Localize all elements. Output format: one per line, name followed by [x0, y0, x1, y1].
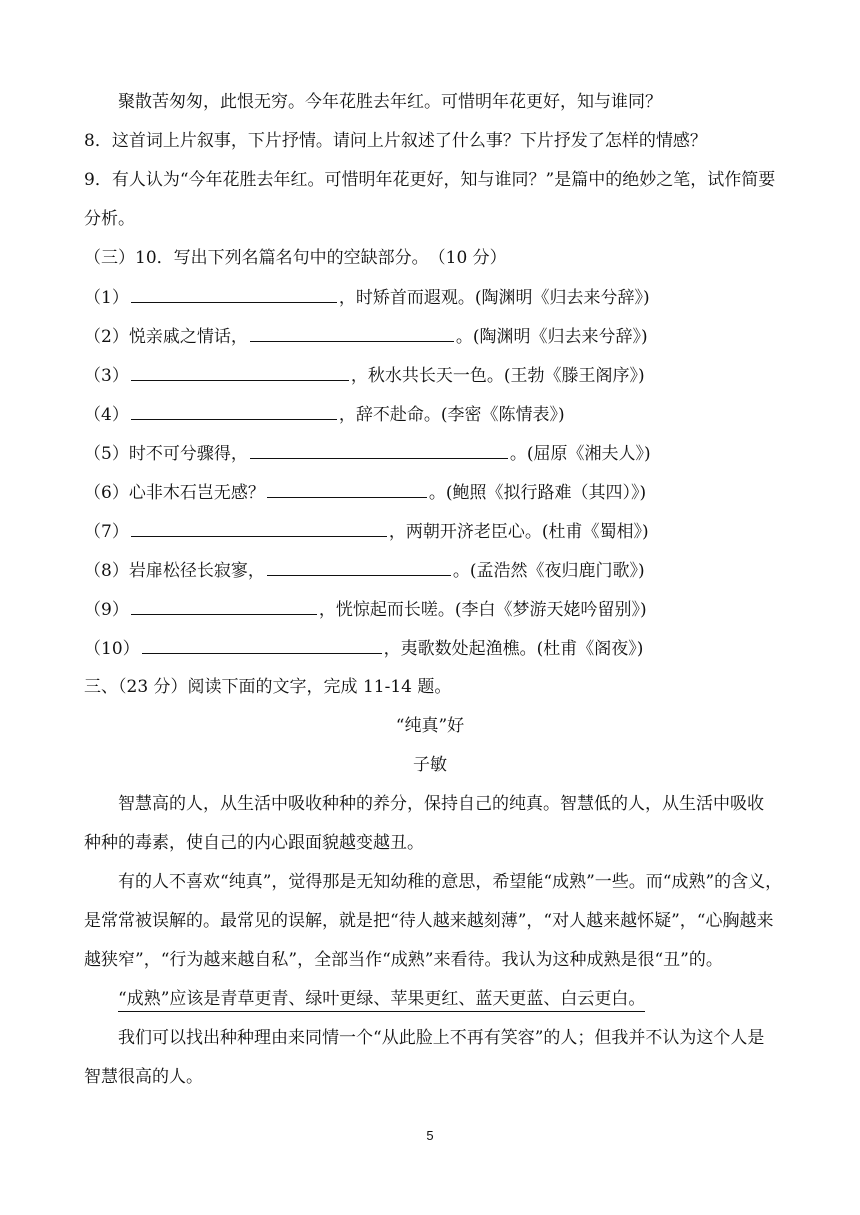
fill-item-9 [0, 597, 860, 622]
answer-blank[interactable] [131, 285, 337, 303]
paragraph-4-line-2: 智慧很高的人。 [84, 1067, 203, 1087]
answer-blank[interactable] [131, 597, 317, 615]
answer-blank[interactable] [131, 402, 337, 420]
fill-item-number: （7） [84, 522, 129, 542]
answer-blank[interactable] [131, 363, 349, 381]
paragraph-2-line-1: 有的人不喜欢“纯真”，觉得那是无知幼稚的意思，希望能“成熟”一些。而“成熟”的含义， [118, 872, 783, 892]
fill-item-source: ，两朝开济老臣心。(杜甫《蜀相》) [388, 522, 649, 542]
question-9-line-2: 分析。 [84, 209, 135, 229]
essay-author: 子敏 [413, 755, 447, 775]
fill-item-prompt: 岩扉松径长寂寥， [128, 561, 265, 581]
fill-item-number: （9） [84, 600, 129, 620]
section-3-title: （三）10．写出下列名篇名句中的空缺部分。 （10 分） [84, 248, 507, 268]
fill-item-number: （2） [84, 327, 129, 347]
fill-item-prompt: 悦亲戚之情话， [128, 327, 248, 347]
fill-item-source: 。(孟浩然《夜归鹿门歌》) [452, 561, 645, 581]
fill-item-number: （4） [84, 405, 129, 425]
fill-item-source: ，恍惊起而长嗟。(李白《梦游天姥吟留别》) [318, 600, 647, 620]
fill-item-1 [0, 285, 860, 310]
fill-item-6 [0, 480, 860, 505]
fill-item-10 [0, 636, 860, 661]
section-3-heading: 三、（23 分）阅读下面的文字，完成 11-14 题。 [84, 677, 452, 697]
essay-title: “纯真”好 [395, 716, 465, 736]
fill-item-number: （6） [84, 483, 129, 503]
paragraph-3 [0, 987, 860, 1011]
paragraph-2-line-2: 是常常被误解的。最常见的误解，就是把“待人越来越刻薄”，“对人越来越怀疑”，“心胸越来 [84, 911, 774, 931]
paragraph-1-line-1: 智慧高的人，从生活中吸收种种的养分，保持自己的纯真。智慧低的人，从生活中吸收 [118, 794, 764, 814]
answer-blank[interactable] [131, 519, 387, 537]
fill-item-7 [0, 519, 860, 544]
answer-blank[interactable] [267, 480, 427, 498]
fill-item-prompt: 心非木石岂无感？ [128, 483, 265, 503]
fill-item-number: （3） [84, 366, 129, 386]
fill-item-source: 。(鲍照《拟行路难（其四）》) [428, 483, 647, 503]
fill-item-number: （8） [84, 561, 129, 581]
fill-item-8 [0, 558, 860, 583]
answer-blank[interactable] [250, 441, 508, 459]
fill-item-prompt: 时不可兮骤得， [128, 444, 248, 464]
paragraph-1-line-2: 种种的毒素，使自己的内心跟面貌越变越丑。 [84, 833, 424, 853]
answer-blank[interactable] [267, 558, 451, 576]
fill-item-4 [0, 402, 860, 427]
question-9-line-1: 9．有人认为“今年花胜去年红。可惜明年花更好，知与谁同？”是篇中的绝妙之笔，试作简要 [84, 170, 776, 190]
question-8: 8．这首词上片叙事，下片抒情。请问上片叙述了什么事？下片抒发了怎样的情感？ [84, 131, 707, 151]
fill-item-number: （5） [84, 444, 129, 464]
fill-item-source: ，夷歌数处起渔樵。(杜甫《阁夜》) [383, 639, 644, 659]
fill-item-5 [0, 441, 860, 466]
fill-item-2 [0, 324, 860, 349]
answer-blank[interactable] [250, 324, 454, 342]
fill-item-source: ，辞不赴命。(李密《陈情表》) [338, 405, 565, 425]
fill-item-source: ，时矫首而遐观。(陶渊明《归去来兮辞》) [338, 288, 650, 308]
fill-item-source: 。(陶渊明《归去来兮辞》) [455, 327, 648, 347]
paragraph-4-line-1: 我们可以找出种种理由来同情一个“从此脸上不再有笑容”的人；但我并不认为这个人是 [118, 1028, 765, 1048]
fill-item-number: （10） [84, 639, 140, 659]
fill-item-3 [0, 363, 860, 388]
page-number: 5 [426, 1128, 434, 1143]
fill-item-number: （1） [84, 288, 129, 308]
answer-blank[interactable] [142, 636, 382, 654]
fill-item-source: 。(屈原《湘夫人》) [509, 444, 651, 464]
poem-line: 聚散苦匆匆，此恨无穷。今年花胜去年红。可惜明年花更好，知与谁同？ [118, 92, 662, 112]
underlined-sentence: “成熟”应该是青草更青、绿叶更绿、苹果更红、蓝天更蓝、白云更白。 [118, 989, 645, 1012]
paragraph-2-line-3: 越狭窄”，“行为越来越自私”，全部当作“成熟”来看待。我认为这种成熟是很“丑”的。 [84, 950, 723, 970]
fill-item-source: ，秋水共长天一色。(王勃《滕王阁序》) [350, 366, 645, 386]
